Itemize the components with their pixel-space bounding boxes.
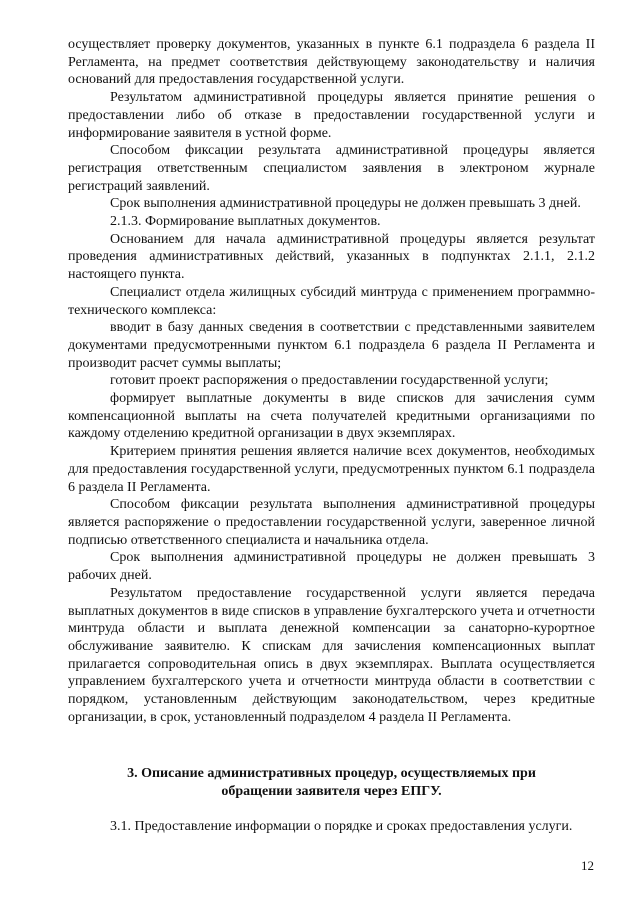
paragraph-3-1: 3.1. Предоставление информации о порядке и сроках предоставления услуги.	[110, 819, 573, 834]
section-3-title-line-2: обращении заявителя через ЕПГУ.	[221, 784, 442, 799]
paragraph-prepares-order: готовит проект распоряжения о предоставлении государственной услуги;	[110, 373, 549, 389]
paragraph-deadline-3-working-days: Срок выполнения административной процедуры не должен превышать 3 рабочих дней.	[68, 550, 595, 584]
paragraph-fixation-order: Способом фиксации результата выполнения административной процедуры является распоряжение о предоставлении государственной услуги, заверенное личной подписью ответственного специалиста и начальника отдела.	[68, 497, 595, 548]
paragraph-deadline-3-days: Срок выполнения административной процедуры не должен превышать 3 дней.	[110, 196, 581, 212]
paragraph-basis: Основанием для начала административной процедуры является результат проведения административных действий, указанных в подпунктах 2.1.1, 2.1.2 настоящего пункта.	[68, 231, 595, 283]
paragraph-enters-data: вводит в базу данных сведения в соответствии с представленными заявителем документами предусмотренными пунктом 6.1 подраздела 6 раздела II Регламента и производит расчет суммы выплаты;	[68, 320, 595, 371]
paragraph-specialist: Специалист отдела жилищных субсидий минтруда с применением программно-технического комплекса:	[68, 284, 595, 318]
page-number: 12	[581, 858, 594, 873]
section-3-title-line-1: 3. Описание административных процедур, осуществляемых при	[127, 766, 536, 781]
paragraph-forms-documents: формирует выплатные документы в виде списков для зачисления сумм компенсационной выплаты на счета получателей кредитными организациями по каждому отделению кредитной организации в двух экземплярах.	[68, 391, 595, 442]
paragraph-2-1-3-heading: 2.1.3. Формирование выплатных документов.	[110, 214, 381, 230]
section-3-title	[68, 765, 595, 801]
paragraph-result-decision: Результатом административной процедуры является принятие решения о предоставлении либо об отказе в предоставлении государственной услуги и информирование заявителя в устной форме.	[68, 90, 595, 141]
paragraph-fixation-registration: Способом фиксации результата административной процедуры является регистрация ответственным специалистом заявления в электроном журнале регистраций заявлений.	[68, 143, 595, 194]
section-3-body	[68, 818, 595, 836]
paragraph-service-result: Результатом предоставление государственной услуги является передача выплатных документов в виде списков в управление бухгалтерского учета и отчетности минтруда области и выплата денежной компенсации за санаторно-курортное обслуживание заявителю. К спискам для зачисления компенсационных выплат прилагается сопроводительная опись в двух экземплярах. Выплата осуществляется управлением бухгалтерского учета и отчетности минтруда области в соответствии с порядком, установленным действующим законодательством, через кредитные организации, в срок, установленный подразделом 4 раздела II Регламента.	[68, 585, 595, 725]
paragraph-verification: осуществляет проверку документов, указанных в пункте 6.1 подраздела 6 раздела II Регламента, на предмет соответствия действующему законодательству и наличия оснований для предоставления государственной услуги.	[68, 37, 595, 88]
document-body	[68, 36, 595, 726]
paragraph-criterion: Критерием принятия решения является наличие всех документов, необходимых для предоставления государственной услуги, предусмотренных пунктом 6.1 подраздела 6 раздела II Регламента.	[68, 444, 595, 495]
